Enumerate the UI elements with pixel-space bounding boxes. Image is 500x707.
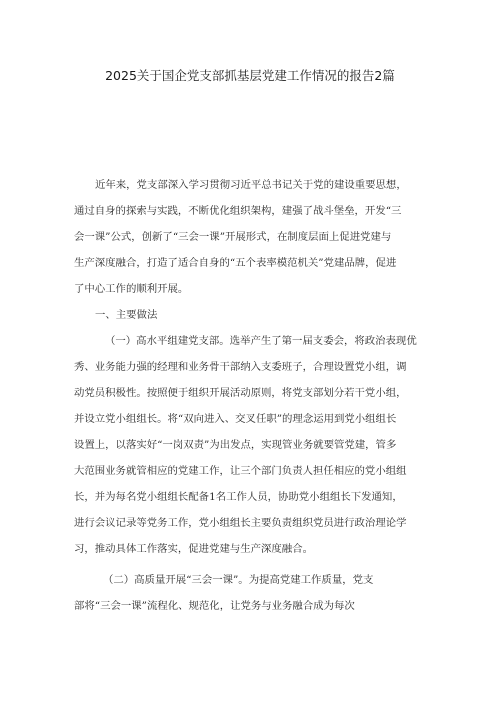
paragraph-line: 并设立党小组组长。将“双向进入、交叉任职”的理念运用到党小组组长 <box>74 413 397 425</box>
paragraph-line: 进行会议记录等党务工作，党小组组长主要负责组织党员进行政治理论学 <box>74 517 407 529</box>
paragraph-line: （一）高水平组建党支部。选举产生了第一届支委会，将政治表现优 <box>105 335 417 347</box>
paragraph-line: 了中心工作的顺利开展。 <box>74 283 189 295</box>
paragraph-line: 通过自身的探索与实践，不断优化组织架构，建强了战斗堡垒，开发“三 <box>74 205 402 217</box>
paragraph-line: 会一课”公式，创新了“三会一课”开展形式，在制度层面上促进党建与 <box>74 231 392 243</box>
paragraph-line: 习，推动具体工作落实，促进党建与生产深度融合。 <box>74 543 313 555</box>
paragraph-line: 部将“三会一课”流程化、规范化，让党务与业务融合成为每次 <box>74 600 355 612</box>
section-heading: 一、主要做法 <box>95 309 158 321</box>
document-title: 2025关于国企党支部抓基层党建工作情况的报告2篇 <box>105 68 395 83</box>
paragraph-line: 设置上，以落实好“一岗双责”为出发点，实现管业务就要管党建，管多 <box>74 439 397 451</box>
paragraph-line: 近年来，党支部深入学习贯彻习近平总书记关于党的建设重要思想， <box>95 179 407 191</box>
paragraph-line: 生产深度融合，打造了适合自身的“五个表率模范机关”党建品牌，促进 <box>74 257 397 269</box>
paragraph-line: 秀、业务能力强的经理和业务骨干部纳入支委班子，合理设置党小组，调 <box>74 361 407 373</box>
paragraph-line: 长，并为每名党小组组长配备1名工作人员，协助党小组组长下发通知， <box>74 491 403 503</box>
paragraph-line: 大范围业务就管相应的党建工作，让三个部门负责人担任相应的党小组组 <box>74 465 407 477</box>
subsection-heading: （二）高质量开展“三会一课”。为提高党建工作质量，党支 <box>103 574 374 586</box>
paragraph-line: 动党员积极性。按照便于组织开展活动原则，将党支部划分若干党小组， <box>74 387 407 399</box>
